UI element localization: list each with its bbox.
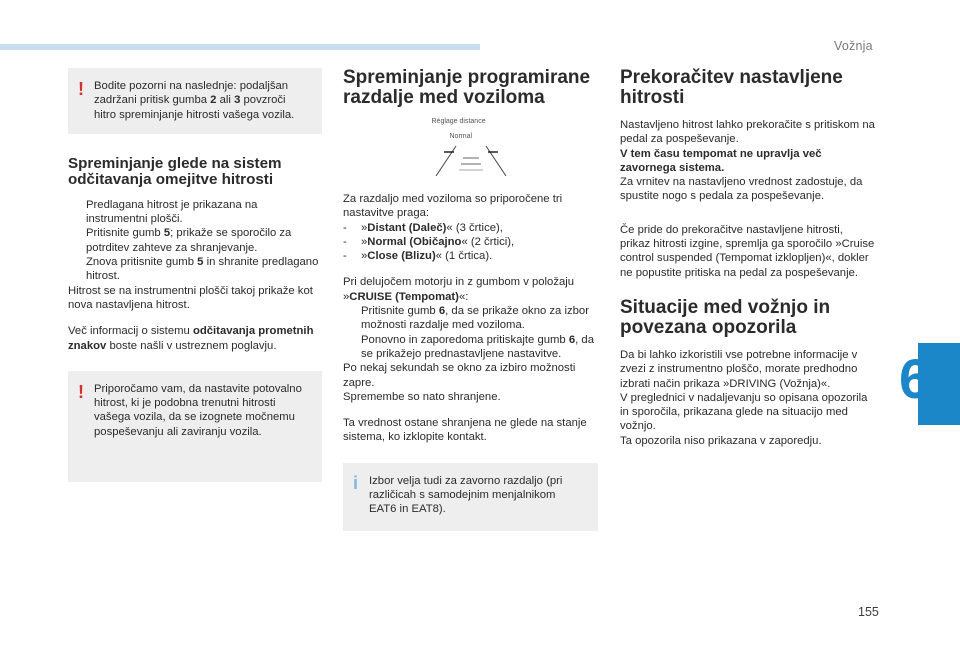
list-item: - »Close (Blizu)« (1 črtica). <box>343 250 493 263</box>
bullet-icon: - <box>343 221 347 234</box>
overspeed-message-text: Če pride do prekoračitve nastavljene hitrosti, prikaz hitrosti izgine, spremlja ga sporočilo »Cruise control suspended (Tempomat izklopljen)«, dokler ne popustite pritiska na pedal za pospeševanje. <box>620 223 875 279</box>
warning-box <box>68 68 322 134</box>
driving-situations-heading: Situacije med vožnjo in povezana opozorila <box>620 296 831 338</box>
column-left <box>68 68 322 482</box>
more-info-text: Več informacij o sistemu odčitavanja prometnih znakov boste našli v ustreznem poglavju. <box>68 325 314 352</box>
list-item: Znova pritisnite gumb 5 in shranite predlagano hitrost. <box>86 256 319 283</box>
speed-limit-steps <box>68 198 322 284</box>
warning-icon: ! <box>78 381 84 402</box>
distance-heading: Spreminjanje programirane razdalje med voziloma <box>343 67 591 108</box>
info-box <box>343 463 598 531</box>
section-title: Vožnja <box>834 39 873 53</box>
list-item: Ponovno in zaporedoma pritiskajte gumb 6, da se prikažejo prednastavljene nastavitve. <box>361 333 594 360</box>
column-middle <box>343 68 598 531</box>
cruise-mode-text: Pri delujočem motorju in z gumbom v položaju »CRUISE (Tempomat)«: <box>343 276 575 303</box>
list-item: Pritisnite gumb 6, da se prikaže okno za izbor možnosti razdalje med voziloma. <box>361 305 589 332</box>
warning-text-2: Priporočamo vam, da nastavite potovalno hitrost, ki je podobna trenutni hitrosti vašega vozila, da se izognete močnemu pospeševanju ali zaviranju vozila. <box>94 382 302 438</box>
warning-icon: ! <box>78 79 84 99</box>
distance-steps <box>343 304 598 361</box>
stored-value-text: Ta vrednost ostane shranjena ne glede na stanje sistema, ko izklopite kontakt. <box>343 417 587 444</box>
window-closes-text: Po nekaj sekundah se okno za izbiro možnosti zapre. <box>343 362 576 389</box>
distance-display-illustration <box>416 118 526 176</box>
list-item: - »Distant (Daleč)« (3 črtice), <box>343 221 503 234</box>
table-description-text: V preglednici v nadaljevanju so opisana opozorila in sporočila, prikazana glede na situacijo med vožnjo. <box>620 391 868 433</box>
list-item: - »Normal (Običajno« (2 črtici), <box>343 235 515 248</box>
order-note-text: Ta opozorila niso prikazana v zaporedju. <box>620 434 822 447</box>
warning-box-2 <box>68 371 322 482</box>
speed-limit-note: Hitrost se na instrumentni plošči takoj prikaže kot nova nastavljena hitrost. <box>68 284 313 311</box>
road-icon <box>416 118 526 176</box>
column-right <box>620 68 876 448</box>
list-item: Pritisnite gumb 5; prikaže se sporočilo za potrditev zahteve za shranjevanje. <box>86 227 292 254</box>
bullet-icon: - <box>343 250 347 263</box>
info-text: Izbor velja tudi za zavorno razdaljo (pri različicah s samodejnim menjalnikom EAT6 in EAT8). <box>369 474 563 516</box>
distance-options <box>343 221 598 264</box>
overspeed-return-text: Za vrnitev na nastavljeno vrednost zadostuje, da spustite nogo s pedala za pospeševanje. <box>620 176 863 203</box>
warning-text: Bodite pozorni na naslednje: podaljšan zadržani pritisk gumba 2 ali 3 povzroči hitro spreminjanje hitrosti vašega vozila. <box>94 80 295 121</box>
list-item: Predlagana hitrost je prikazana na instrumentni plošči. <box>86 198 258 226</box>
bullet-icon: - <box>343 235 347 248</box>
saved-text: Spremembe so nato shranjene. <box>343 390 501 403</box>
info-icon: i <box>353 472 359 493</box>
illus-label-distance: Réglage distance <box>431 118 486 125</box>
driving-mode-text: Da bi lahko izkoristili vse potrebne informacije v zvezi z instrumentno ploščo, morate predhodno izbrati način prikaza »DRIVING (Vožnja)«. <box>620 348 858 390</box>
overspeed-heading: Prekoračitev nastavljene hitrosti <box>620 67 843 108</box>
chapter-number: 6 <box>899 347 931 410</box>
page-number: 155 <box>858 605 879 619</box>
overspeed-bold-text: V tem času tempomat ne upravlja več zavornega sistema. <box>620 147 822 174</box>
illus-label-normal: Normal <box>449 133 473 140</box>
header-bar <box>0 44 480 50</box>
distance-intro: Za razdaljo med voziloma so priporočene tri nastavitve praga: <box>343 193 563 220</box>
speed-limit-heading: Spreminjanje glede na sistem odčitavanja omejitve hitrosti <box>68 154 282 188</box>
overspeed-text: Nastavljeno hitrost lahko prekoračite s pritiskom na pedal za pospeševanje. <box>620 119 875 146</box>
